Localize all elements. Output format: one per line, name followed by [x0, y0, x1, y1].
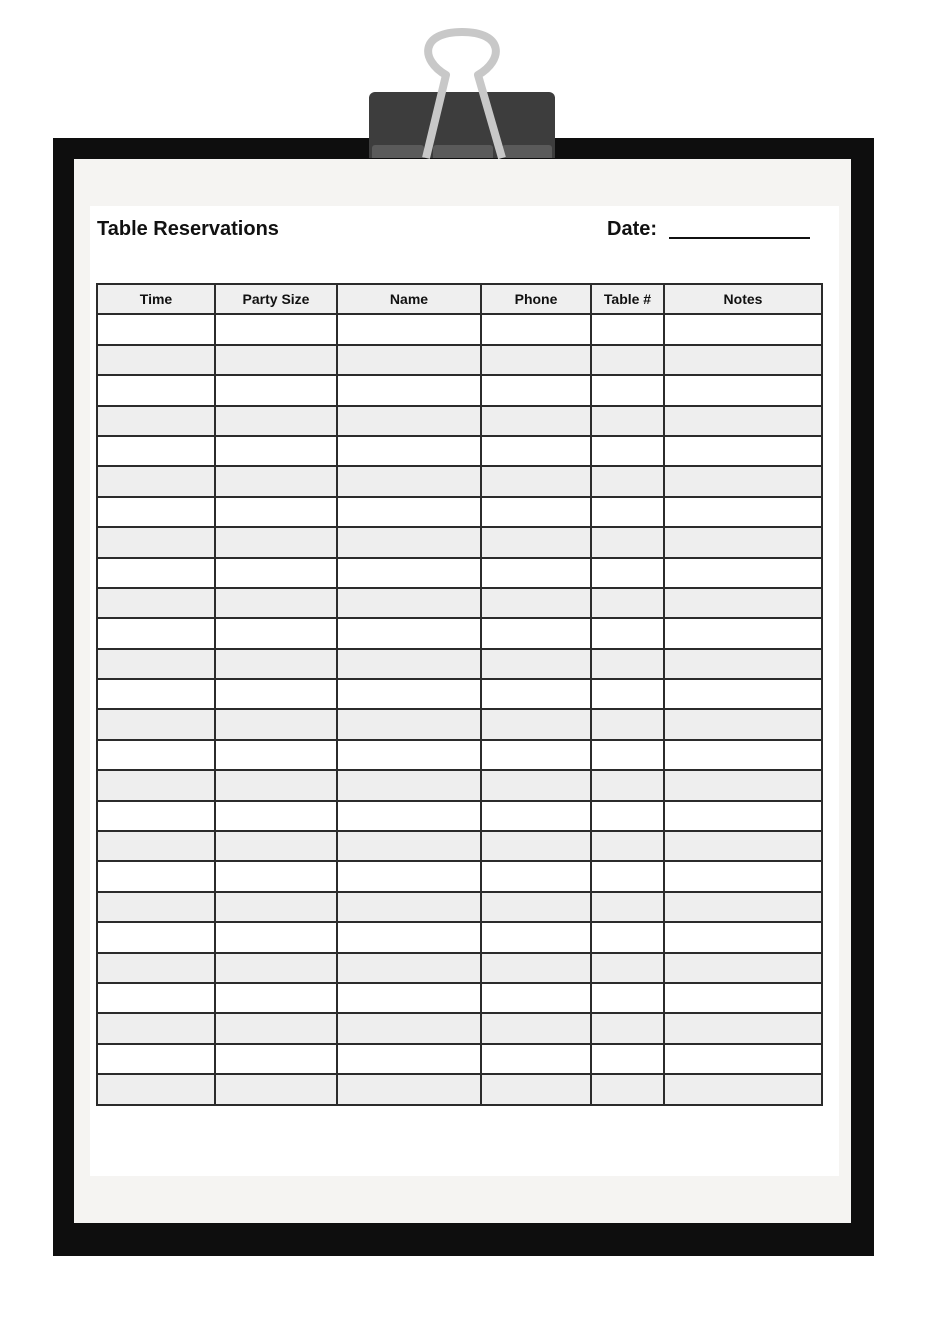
cell-notes[interactable] [664, 1013, 822, 1043]
cell-phone[interactable] [481, 892, 591, 922]
cell-notes[interactable] [664, 588, 822, 618]
cell-notes[interactable] [664, 345, 822, 375]
cell-table-number[interactable] [591, 375, 664, 405]
cell-party-size[interactable] [215, 1074, 337, 1104]
cell-party-size[interactable] [215, 497, 337, 527]
cell-time[interactable] [97, 679, 215, 709]
cell-party-size[interactable] [215, 831, 337, 861]
cell-party-size[interactable] [215, 375, 337, 405]
cell-party-size[interactable] [215, 740, 337, 770]
cell-phone[interactable] [481, 466, 591, 496]
cell-time[interactable] [97, 709, 215, 739]
cell-party-size[interactable] [215, 314, 337, 344]
table-row [97, 861, 822, 891]
table-row [97, 436, 822, 466]
cell-time[interactable] [97, 466, 215, 496]
cell-party-size[interactable] [215, 618, 337, 648]
cell-time[interactable] [97, 497, 215, 527]
cell-time[interactable] [97, 588, 215, 618]
cell-phone[interactable] [481, 953, 591, 983]
cell-name[interactable] [337, 406, 481, 436]
cell-party-size[interactable] [215, 345, 337, 375]
cell-party-size[interactable] [215, 588, 337, 618]
table-row [97, 770, 822, 800]
column-header-table-number: Table # [591, 284, 664, 314]
cell-phone[interactable] [481, 497, 591, 527]
cell-name[interactable] [337, 831, 481, 861]
cell-party-size[interactable] [215, 649, 337, 679]
table-row [97, 679, 822, 709]
cell-table-number[interactable] [591, 618, 664, 648]
table-row [97, 527, 822, 557]
cell-table-number[interactable] [591, 953, 664, 983]
cell-time[interactable] [97, 801, 215, 831]
cell-party-size[interactable] [215, 709, 337, 739]
table-row [97, 649, 822, 679]
cell-notes[interactable] [664, 1044, 822, 1074]
cell-party-size[interactable] [215, 922, 337, 952]
cell-notes[interactable] [664, 770, 822, 800]
cell-phone[interactable] [481, 375, 591, 405]
column-header-notes: Notes [664, 284, 822, 314]
table-header-row [97, 284, 822, 314]
column-header-party-size: Party Size [215, 284, 337, 314]
date-label: Date: [607, 218, 658, 240]
cell-time[interactable] [97, 1074, 215, 1104]
cell-notes[interactable] [664, 953, 822, 983]
cell-phone[interactable] [481, 679, 591, 709]
cell-table-number[interactable] [591, 588, 664, 618]
cell-phone[interactable] [481, 558, 591, 588]
cell-time[interactable] [97, 770, 215, 800]
cell-phone[interactable] [481, 740, 591, 770]
cell-time[interactable] [97, 314, 215, 344]
cell-table-number[interactable] [591, 740, 664, 770]
cell-notes[interactable] [664, 1074, 822, 1104]
cell-name[interactable] [337, 892, 481, 922]
table-row [97, 892, 822, 922]
cell-notes[interactable] [664, 983, 822, 1013]
cell-phone[interactable] [481, 770, 591, 800]
cell-party-size[interactable] [215, 801, 337, 831]
cell-phone[interactable] [481, 345, 591, 375]
table-row [97, 618, 822, 648]
cell-name[interactable] [337, 1074, 481, 1104]
table-row [97, 709, 822, 739]
table-row [97, 983, 822, 1013]
cell-party-size[interactable] [215, 679, 337, 709]
cell-phone[interactable] [481, 436, 591, 466]
cell-time[interactable] [97, 406, 215, 436]
page-title: Table Reservations [97, 218, 279, 240]
cell-notes[interactable] [664, 831, 822, 861]
cell-name[interactable] [337, 375, 481, 405]
cell-time[interactable] [97, 375, 215, 405]
cell-name[interactable] [337, 345, 481, 375]
cell-time[interactable] [97, 649, 215, 679]
date-field[interactable] [669, 237, 810, 239]
cell-time[interactable] [97, 740, 215, 770]
table-body [97, 314, 822, 1104]
cell-table-number[interactable] [591, 983, 664, 1013]
cell-time[interactable] [97, 345, 215, 375]
cell-table-number[interactable] [591, 892, 664, 922]
table-row [97, 1074, 822, 1104]
cell-notes[interactable] [664, 861, 822, 891]
cell-table-number[interactable] [591, 649, 664, 679]
table-row [97, 1013, 822, 1043]
cell-phone[interactable] [481, 618, 591, 648]
cell-time[interactable] [97, 1013, 215, 1043]
cell-party-size[interactable] [215, 770, 337, 800]
cell-name[interactable] [337, 618, 481, 648]
cell-time[interactable] [97, 892, 215, 922]
cell-table-number[interactable] [591, 558, 664, 588]
table-row [97, 375, 822, 405]
table-row [97, 588, 822, 618]
column-header-phone: Phone [481, 284, 591, 314]
cell-table-number[interactable] [591, 679, 664, 709]
column-header-name: Name [337, 284, 481, 314]
cell-table-number[interactable] [591, 497, 664, 527]
cell-time[interactable] [97, 527, 215, 557]
cell-phone[interactable] [481, 588, 591, 618]
cell-party-size[interactable] [215, 892, 337, 922]
cell-table-number[interactable] [591, 1074, 664, 1104]
cell-notes[interactable] [664, 436, 822, 466]
table-row [97, 801, 822, 831]
cell-table-number[interactable] [591, 527, 664, 557]
cell-name[interactable] [337, 709, 481, 739]
cell-table-number[interactable] [591, 1013, 664, 1043]
cell-name[interactable] [337, 527, 481, 557]
cell-name[interactable] [337, 983, 481, 1013]
cell-party-size[interactable] [215, 436, 337, 466]
cell-phone[interactable] [481, 314, 591, 344]
cell-phone[interactable] [481, 1074, 591, 1104]
cell-name[interactable] [337, 497, 481, 527]
cell-party-size[interactable] [215, 953, 337, 983]
cell-phone[interactable] [481, 801, 591, 831]
table-row [97, 922, 822, 952]
cell-notes[interactable] [664, 709, 822, 739]
cell-notes[interactable] [664, 679, 822, 709]
cell-time[interactable] [97, 436, 215, 466]
cell-party-size[interactable] [215, 558, 337, 588]
cell-table-number[interactable] [591, 345, 664, 375]
cell-party-size[interactable] [215, 861, 337, 891]
cell-table-number[interactable] [591, 831, 664, 861]
table-row [97, 466, 822, 496]
cell-notes[interactable] [664, 649, 822, 679]
cell-notes[interactable] [664, 466, 822, 496]
cell-phone[interactable] [481, 527, 591, 557]
cell-phone[interactable] [481, 983, 591, 1013]
cell-time[interactable] [97, 831, 215, 861]
cell-name[interactable] [337, 1013, 481, 1043]
cell-notes[interactable] [664, 497, 822, 527]
cell-name[interactable] [337, 740, 481, 770]
cell-table-number[interactable] [591, 1044, 664, 1074]
table-row [97, 1044, 822, 1074]
cell-table-number[interactable] [591, 861, 664, 891]
cell-name[interactable] [337, 588, 481, 618]
table-row [97, 314, 822, 344]
table-row [97, 497, 822, 527]
cell-time[interactable] [97, 618, 215, 648]
cell-table-number[interactable] [591, 436, 664, 466]
cell-name[interactable] [337, 801, 481, 831]
cell-party-size[interactable] [215, 527, 337, 557]
column-header-time: Time [97, 284, 215, 314]
cell-phone[interactable] [481, 709, 591, 739]
cell-phone[interactable] [481, 831, 591, 861]
table-row [97, 406, 822, 436]
cell-party-size[interactable] [215, 466, 337, 496]
cell-notes[interactable] [664, 375, 822, 405]
cell-phone[interactable] [481, 406, 591, 436]
table-row [97, 953, 822, 983]
table-row [97, 558, 822, 588]
cell-table-number[interactable] [591, 801, 664, 831]
cell-name[interactable] [337, 679, 481, 709]
cell-phone[interactable] [481, 1044, 591, 1074]
cell-party-size[interactable] [215, 983, 337, 1013]
cell-table-number[interactable] [591, 466, 664, 496]
cell-party-size[interactable] [215, 1044, 337, 1074]
cell-time[interactable] [97, 558, 215, 588]
cell-table-number[interactable] [591, 922, 664, 952]
cell-name[interactable] [337, 314, 481, 344]
cell-party-size[interactable] [215, 1013, 337, 1043]
cell-time[interactable] [97, 1044, 215, 1074]
cell-notes[interactable] [664, 618, 822, 648]
cell-name[interactable] [337, 649, 481, 679]
cell-notes[interactable] [664, 558, 822, 588]
cell-name[interactable] [337, 436, 481, 466]
cell-notes[interactable] [664, 406, 822, 436]
cell-table-number[interactable] [591, 709, 664, 739]
cell-phone[interactable] [481, 649, 591, 679]
table-row [97, 740, 822, 770]
binder-clip-wire-icon [0, 0, 928, 170]
cell-party-size[interactable] [215, 406, 337, 436]
table-row [97, 345, 822, 375]
cell-notes[interactable] [664, 527, 822, 557]
cell-name[interactable] [337, 770, 481, 800]
cell-time[interactable] [97, 983, 215, 1013]
cell-name[interactable] [337, 922, 481, 952]
cell-time[interactable] [97, 861, 215, 891]
cell-phone[interactable] [481, 861, 591, 891]
reservations-table [96, 283, 823, 1106]
table-row [97, 831, 822, 861]
cell-name[interactable] [337, 466, 481, 496]
cell-time[interactable] [97, 953, 215, 983]
cell-table-number[interactable] [591, 770, 664, 800]
cell-phone[interactable] [481, 922, 591, 952]
cell-notes[interactable] [664, 922, 822, 952]
cell-name[interactable] [337, 1044, 481, 1074]
cell-table-number[interactable] [591, 314, 664, 344]
cell-name[interactable] [337, 953, 481, 983]
cell-notes[interactable] [664, 801, 822, 831]
cell-name[interactable] [337, 558, 481, 588]
cell-notes[interactable] [664, 892, 822, 922]
cell-notes[interactable] [664, 314, 822, 344]
cell-notes[interactable] [664, 740, 822, 770]
cell-table-number[interactable] [591, 406, 664, 436]
cell-name[interactable] [337, 861, 481, 891]
cell-time[interactable] [97, 922, 215, 952]
cell-phone[interactable] [481, 1013, 591, 1043]
